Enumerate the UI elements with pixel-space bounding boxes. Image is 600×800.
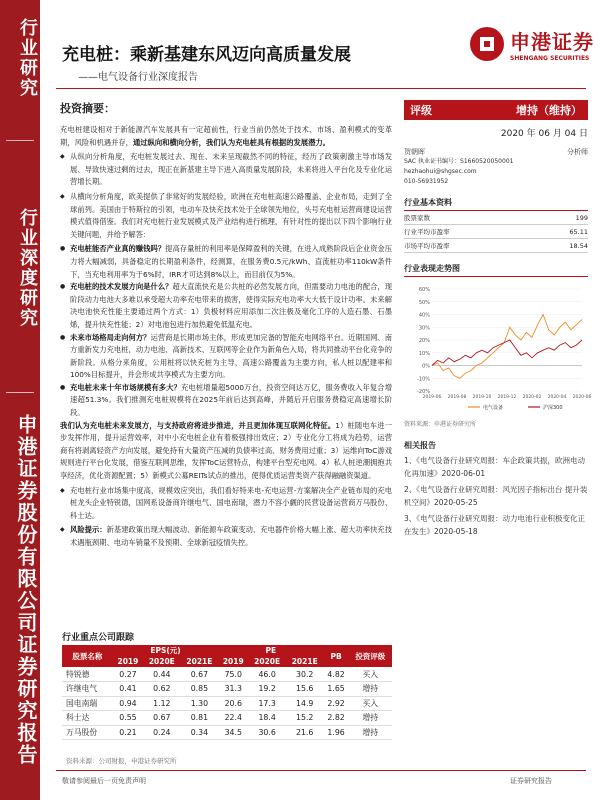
- basic-data-value: 18.54: [569, 241, 588, 250]
- related-report-link[interactable]: 2、《电气设备行业研究周报：风光因子指标出台 提升装机空间》2020-05-25: [404, 485, 588, 507]
- table-row: [62, 696, 392, 711]
- table-cell: 0.67: [181, 667, 219, 682]
- table-cell: 0.27: [113, 667, 143, 682]
- table-row: [62, 667, 392, 682]
- stock-name-cell: 万马股份: [62, 725, 113, 740]
- x-tick-label: 2019-10: [472, 395, 492, 400]
- y-tick-label: 30%: [418, 325, 430, 332]
- basic-data-key: 市场平均市盈率: [404, 242, 450, 250]
- rating-value: 增持（维持）: [516, 104, 582, 117]
- summary-intro: 充电桩建设相对于新能源汽车发展具有一定超前性，行业当前仍然处于技术、市场、盈利模式的变革期，风险和机遇并存，通过纵向和横向分析，我们认为充电桩具有根据的发展潜力。: [60, 125, 392, 147]
- chart-title: 行业表现走势图: [404, 263, 588, 277]
- risk-paragraph: ◆ 风险提示：新基建政策出现大幅波动、新能源车政策变动、充电器件价格大幅上涨、超大功率快充技术遇瓶颈期、电动车销量不及预期、全球新冠疫情失控。: [60, 524, 392, 549]
- table-cell: 15.6: [286, 682, 324, 697]
- table-row: [62, 682, 392, 697]
- x-tick-label: 2019-12: [497, 395, 517, 400]
- table-row: [62, 711, 392, 726]
- table-cell: 17.3: [248, 696, 286, 711]
- table-cell: 买入: [349, 667, 392, 682]
- related-report-link[interactable]: 3、《电气设备行业研究周报：动力电池行业积极变化正在发生》2020-05-18: [404, 514, 586, 536]
- table-cell: 75.0: [218, 667, 248, 682]
- table-cell: 0.81: [181, 711, 219, 726]
- table-cell: 增持: [349, 682, 392, 697]
- rating-bar: [404, 100, 588, 120]
- question-tech: ● 充电桩的技术发展方向是什么？超大直流快充是公共桩的必然发展方向，但需要动力电池的配合，现阶段动力电池大多难以承受超大功率充电带来的损害，使得实际充电功率大大低于设计功率。未来解决电池快充性能主要通过两个方式：1）负极材料应用添加二次注极及毫化工序的人造石墨、石墨烯，提升快充性能；2）对电池包进行加热避免低温充电。: [60, 281, 392, 331]
- y-tick-label: 50%: [418, 299, 430, 306]
- x-tick-label: 2019-06: [422, 395, 442, 400]
- y-tick-label: -10%: [417, 376, 430, 383]
- table-cell: 增持: [349, 725, 392, 740]
- analyst-role: 分析师: [567, 148, 588, 156]
- table-cell: 1.30: [181, 696, 219, 711]
- table-cell: 0.21: [113, 725, 143, 740]
- table-cell: 4.82: [324, 667, 349, 682]
- sidebar-label-industry-research: 行业研究: [17, 18, 38, 98]
- logo-name-en: SHENGANG SECURITIES: [510, 55, 590, 62]
- footer-divider: [56, 770, 586, 771]
- chart-source: 资料来源：申港证券研究所: [404, 421, 477, 428]
- summary-title: 投资摘要：: [60, 102, 115, 115]
- analyst-info: [404, 147, 588, 187]
- table-cell: 19.2: [248, 682, 286, 697]
- table-cell: 1.65: [324, 682, 349, 697]
- summary-section: [60, 100, 392, 550]
- related-title: 相关报告: [404, 441, 436, 450]
- trend-chart-svg: [404, 283, 592, 413]
- table-cell: 34.5: [218, 725, 248, 740]
- x-tick-label: 2020-06: [572, 395, 592, 400]
- basic-data-row: [404, 239, 588, 253]
- basic-data-value: 199: [575, 213, 588, 222]
- table-cell: 0.55: [113, 711, 143, 726]
- col-header-year: 2019: [113, 656, 143, 667]
- stock-name-cell: 科士达: [62, 711, 113, 726]
- stock-table: [62, 645, 392, 740]
- legend-label: 电气设备: [483, 405, 504, 411]
- legend-label: 沪深300: [543, 405, 563, 411]
- y-tick-label: 40%: [418, 312, 430, 319]
- footer-disclaimer[interactable]: 敬请参阅最后一页免责声明: [62, 777, 146, 785]
- table-cell: 21.6: [286, 725, 324, 740]
- header-divider: [56, 88, 586, 89]
- x-tick-label: 2019-08: [447, 395, 467, 400]
- col-header-rating: 投资评级: [349, 645, 392, 667]
- col-header-year: 2020E: [248, 656, 286, 667]
- x-tick-label: 2020-04: [547, 395, 567, 400]
- table-cell: 22.4: [218, 711, 248, 726]
- table-cell: 20.6: [218, 696, 248, 711]
- stock-table-title: 行业重点公司跟踪: [62, 633, 135, 643]
- company-logo: [470, 26, 594, 62]
- strategy-paragraph: 我们认为充电桩未来发展方，与支持政府将进步推进，并且更加体现互联网化特征。1）桩随电车进一步发挥作用，提升运营效率，对中小充电桩企业有着极强排出效应；2）专业化分工将成为趋势，运营商有将剥离轻资产方向发展，避免持有大量资产压减的负债率过高、财务费用过重；3）运维向ToC游戏规则进行平台化发展，借鉴互联网思维，发挥ToC运营特点，构建平台型充电网。4）私人桩逆潮拥抱共享经济，优化资源配置；5）新模式公募REITs试点的推出，使得优质运营类资产获得融融资渠道。: [60, 420, 392, 481]
- report-subtitle: ——电气设备行业深度报告: [78, 72, 198, 83]
- col-header-year: 2019: [218, 656, 248, 667]
- bullet-vertical: ◆ 从纵向分析角度，充电桩发展过去、现在、未来呈现截然不同的特征，经历了政策刺激主导市场发展、导致快速过剩的过去，现正在新基建主导下进入高质量发展阶段，未来将进入平台化及专业化运营增长期。: [60, 151, 392, 189]
- y-tick-label: 60%: [418, 287, 430, 293]
- related-list: [404, 455, 588, 539]
- series-line: [432, 315, 582, 379]
- basic-data-key: 股票家数: [404, 214, 430, 222]
- basic-data-value: 65.11: [569, 227, 588, 236]
- col-header-year: 2021E: [286, 656, 324, 667]
- recommendation-paragraph: ◆ 充电桩行业市场集中度高，规模效应突出，我们看好特来电-充电运营-方案解决全产业链布局的充电桩龙头企业特锐德，国网系设备商许继电气、国电南瑞，潜力不容小觑的民营设备运营商万马股份、科士达。: [60, 485, 392, 523]
- basic-data-title: 行业基本资料: [404, 197, 588, 211]
- stock-name-cell: 国电南瑞: [62, 696, 113, 711]
- sidebar-divider: [6, 392, 34, 393]
- sidebar-divider: [6, 140, 34, 141]
- sidebar-label-company: 申港证券股份有限公司证券研究报告: [14, 414, 38, 766]
- table-cell: 30.2: [286, 667, 324, 682]
- table-cell: 1.12: [143, 696, 181, 711]
- table-cell: 0.34: [181, 725, 219, 740]
- stock-table-source: 资料来源：公司财报，申港证券研究所: [66, 757, 177, 765]
- industry-trend-chart: [404, 283, 592, 417]
- table-cell: 0.94: [113, 696, 143, 711]
- table-cell: 18.4: [248, 711, 286, 726]
- right-column: [404, 100, 592, 539]
- y-tick-label: 20%: [418, 338, 430, 344]
- footer-label: 证券研究报告: [510, 777, 552, 785]
- report-date: 2020 年 06 月 04 日: [500, 129, 588, 139]
- y-tick-label: -20%: [417, 389, 430, 395]
- left-sidebar: [0, 0, 40, 800]
- bullet-horizontal: ◆ 从横向分析角度，欧美提供了非常好的发展经验，欧洲在充电桩高速公路覆盖、企业布局，走到了全球前列。美国由于特斯拉的引领，电动车及快充技术处于全球领先地位，头号充电桩运营商建设运营模式值得借鉴。我们对充电桩行业发展模式及产业结构进行梳理，有针对性的提出以下四个影响行业关键问题，并给予解答：: [60, 191, 392, 241]
- table-cell: 0.85: [181, 682, 219, 697]
- table-cell: 0.44: [143, 667, 181, 682]
- col-header-name: 股票名称: [62, 645, 113, 667]
- table-cell: 0.41: [113, 682, 143, 697]
- table-cell: 0.62: [143, 682, 181, 697]
- table-cell: 1.96: [324, 725, 349, 740]
- rating-label: 评级: [410, 104, 432, 117]
- table-cell: 2.82: [324, 711, 349, 726]
- table-cell: 0.67: [143, 711, 181, 726]
- col-header-eps: EPS(元): [113, 645, 218, 656]
- col-header-pb: PB: [324, 645, 349, 667]
- analyst-sac: SAC 执业证书编号：S1660520050001: [404, 158, 514, 165]
- table-cell: 买入: [349, 696, 392, 711]
- table-cell: 0.24: [143, 725, 181, 740]
- table-cell: 增持: [349, 711, 392, 726]
- x-tick-label: 2020-02: [522, 395, 542, 400]
- col-header-year: 2020E: [143, 656, 181, 667]
- table-cell: 46.0: [248, 667, 286, 682]
- analyst-email[interactable]: hezhaohui@shgsec.com: [404, 168, 477, 175]
- y-tick-label: 0%: [422, 363, 430, 370]
- question-market: ● 未来市场格局走向何方？运营商是长期市场主体，形成更加完备的智能充电网络平台。近期国网、南方重新发力充电桩，动力电池、高新技术、互联网等企业作为新角色入局，将共同推动平台化竞争的新阶段。从格分来角度，公用桩将以快充桩为主导，高速公路覆盖为主要方向，私人桩以配建率和100%目标提升，并会形成共享模式为主要方向。: [60, 332, 392, 382]
- y-tick-label: 10%: [418, 350, 430, 357]
- logo-mark-icon: [470, 27, 504, 61]
- col-header-pe: PE: [218, 645, 323, 656]
- question-profit: ● 充电桩能否产业真的赚钱吗？提高存量桩的利用率是保障盈利的关键，在进入成熟阶段后企业资金压力将大幅减弱，具备稳定的长期盈利条件，经测算，在服务费0.5元/kWh、直流桩功率110kW条件下，当充电利用率为于6%时，IRR才可达到8%以上，而目前仅为5%。: [60, 243, 392, 281]
- stock-name-cell: 特锐德: [62, 667, 113, 682]
- table-cell: 31.3: [218, 682, 248, 697]
- basic-data-list: [404, 211, 588, 253]
- table-cell: 14.9: [286, 696, 324, 711]
- basic-data-row: [404, 225, 588, 239]
- related-report-link[interactable]: 1、《电气设备行业研究周报：车企政策共振，欧洲电动化再加速》2020-06-01: [404, 456, 586, 478]
- report-title: 充电桩：乘新基建东风迈向高质量发展: [62, 45, 351, 65]
- col-header-year: 2021E: [181, 656, 219, 667]
- analyst-phone: 010-56931952: [404, 178, 449, 185]
- stock-name-cell: 许继电气: [62, 682, 113, 697]
- sidebar-label-deep-research: 行业深度研究: [17, 208, 38, 328]
- table-cell: 30.6: [248, 725, 286, 740]
- table-cell: 2.92: [324, 696, 349, 711]
- analyst-name: 贺朝晖: [404, 148, 425, 156]
- table-row: [62, 725, 392, 740]
- logo-name-cn: 申港证券: [510, 30, 594, 54]
- basic-data-key: 行业平均市盈率: [404, 228, 450, 236]
- basic-data-row: [404, 211, 588, 225]
- table-cell: 15.2: [286, 711, 324, 726]
- question-scale: ● 充电桩未来十年市场规模有多大？充电桩增量超5000万台，投资空间达万亿，服务费收入年复合增速超51.3%。我们推测充电桩规模将在2025年前后达到高峰，并随后开启服务费稳定高速增长阶段。: [60, 382, 392, 420]
